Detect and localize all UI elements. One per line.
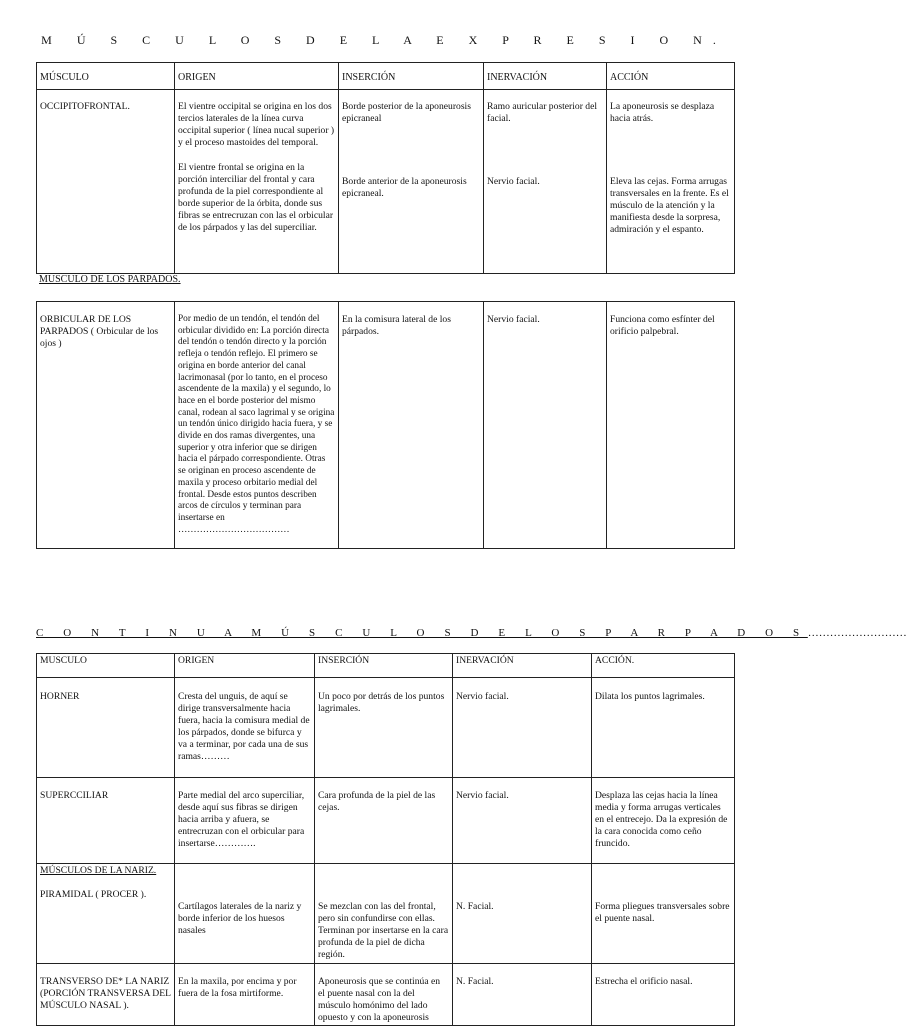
nerve-occipital: Ramo auricular posterior del facial. [487,101,598,124]
header-muscle: MÚSCULO [37,63,175,90]
muscle-name: ORBICULAR DE LOS PARPADOS ( Orbicular de los ojos ) [40,314,159,349]
origin-occipital: El vientre occipital se origina en los dos tercios laterales de la línea curva occipital superior ( línea nucal superior ) y el proceso mastoides del temporal. [178,101,335,148]
nerve-text: Nervio facial. [453,778,592,864]
origin-text: Parte medial del arco superciliar, desde aquí sus fibras se dirigen hacia arriba y afuera, se entrecruzan con el orbicular para insertarse…………. [175,778,315,864]
action-text: Forma pliegues transversales sobre el puente nasal. [592,864,735,964]
insertion-text: En la comisura lateral de los párpados. [342,314,451,337]
nerve-frontal: Nervio facial. [487,176,540,187]
header-action: ACCIÓN. [592,654,735,678]
origin-text: Cresta del unguis, de aquí se dirige transversalmente hacia fuera, hacia la comisura medial de los párpados, donde se bifurca y va a terminar, por cada una de sus ramas……… [175,678,315,778]
action-text: Funciona como esfínter del orificio palpebral. [610,314,715,337]
origin-text: En la maxila, por encima y por fuera de la fosa mirtiforme. [175,964,315,1026]
header-nerve: INERVACIÓN [453,654,592,678]
action-frontal: Eleva las cejas. Forma arrugas transversales en la frente. Es el músculo de la atención y la manifiesta desde la sorpresa, admiración y el espanto. [610,176,729,235]
action-text: Estrecha el orificio nasal. [592,964,735,1026]
continua-title [36,627,907,639]
insertion-text: Un poco por detrás de los puntos lagrimales. [315,678,453,778]
header-insertion: INSERCIÓN [339,63,484,90]
continua-title-text: C O N T I N U A M Ú S C U L O S D E L O S P A R P A D O S [36,627,808,639]
header-origin: ORIGEN [175,63,339,90]
section-nariz: MÚSCULOS DE LA NARIZ. [40,865,157,876]
page-title: M Ú S C U L O S D E L A E X P R E S I O N. [41,33,727,47]
insertion-text: Cara profunda de la piel de las cejas. [315,778,453,864]
origin-frontal: El vientre frontal se origina en la porción interciliar del frontal y cara profunda de la piel correspondiente al borde superior de la órbita, donde sus fibras se entrecruzan con las el orbicular de los párpados y las del superciliar. [178,162,334,233]
muscle-name: TRANSVERSO DE* LA NARIZ (PORCIÓN TRANSVERSA DEL MÚSCULO NASAL ). [37,964,175,1026]
section-parpados: MUSCULO DE LOS PARPADOS. [39,274,181,285]
origin-text: Cartílagos laterales de la nariz y borde inferior de los huesos nasales [175,864,315,964]
action-text: Desplaza las cejas hacia la línea media y forma arrugas verticales en el entrecejo. Da la expresión de la cara conocida como ceño fruncido. [592,778,735,864]
nerve-text: Nervio facial. [487,314,540,325]
header-insertion: INSERCIÓN [315,654,453,678]
continua-title-dots: ……………………… [807,627,907,639]
orbicular-table [36,301,735,549]
muscle-name: OCCIPITOFRONTAL. [40,101,130,112]
parpados-nariz-table [36,653,735,1026]
table-row [37,778,735,864]
muscle-name: SUPERCCILIAR [37,778,175,864]
table-row [37,864,735,964]
insertion-text: Aponeurosis que se continúa en el puente nasal con la del músculo homónimo del lado opuesto y con la aponeurosis [315,964,453,1026]
insertion-text: Se mezclan con las del frontal, pero sin confundirse con ellas. Terminan por insertarse en la cara profunda de la piel de dicha región. [315,864,453,964]
insertion-occipital: Borde posterior de la aponeurosis epicraneal [342,101,471,124]
nerve-text: N. Facial. [453,964,592,1026]
header-muscle: MUSCULO [37,654,175,678]
header-origin: ORIGEN [175,654,315,678]
action-text: Dilata los puntos lagrimales. [592,678,735,778]
muscle-name: HORNER [37,678,175,778]
nerve-text: Nervio facial. [453,678,592,778]
header-nerve: INERVACIÓN [484,63,607,90]
occipitofrontal-table [36,62,735,274]
table-row [37,678,735,778]
action-occipital: La aponeurosis se desplaza hacia atrás. [610,101,715,124]
nerve-text: N. Facial. [453,864,592,964]
muscle-name: PIRAMIDAL ( PROCER ). [40,889,147,900]
origin-text: Por medio de un tendón, el tendón del orbicular dividido en: La porción directa del tendón o tendón directo y la porción refleja o tendón reflejo. El primero se origina en borde anterior del canal lacrimonasal (por lo tanto, en el proceso ascendente de la maxila) y el segundo, lo hace en el borde posterior del mismo canal, rodean al saco lagrimal y se origina un tendón único dirigido hacia fuera, y se divide en dos ramas divergentes, una superior y otra inferior que se dirigen hacia el párpado correspondiente. Otras se originan en proceso ascendente de maxila y proceso orbitario medial del frontal. Desde estos puntos describen arcos de círculos y terminan para insertarse en ……………………………… [178,314,335,535]
table-row [37,964,735,1026]
header-action: ACCIÓN [607,63,735,90]
insertion-frontal: Borde anterior de la aponeurosis epicraneal. [342,176,467,199]
